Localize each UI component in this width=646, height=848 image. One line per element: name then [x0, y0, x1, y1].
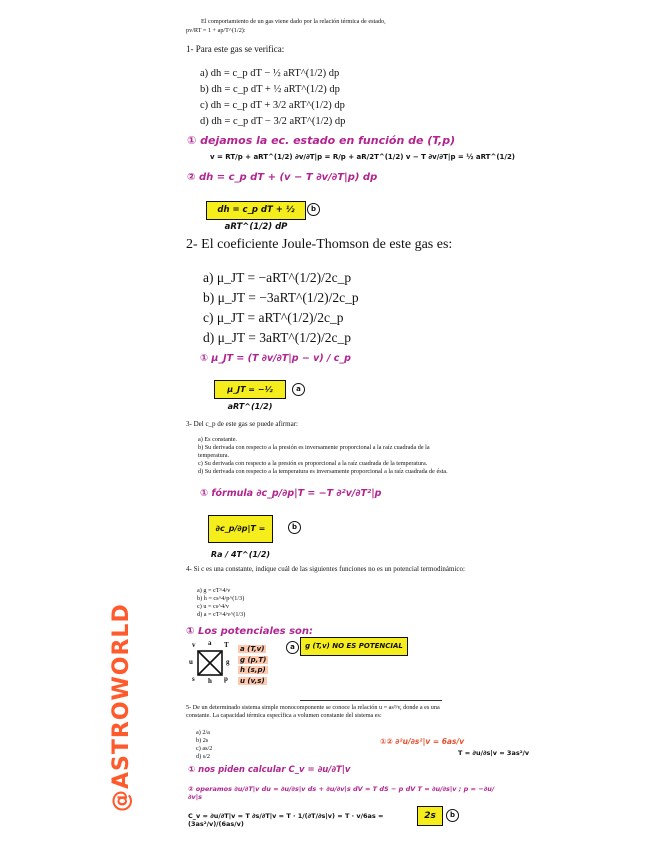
- q1-note-2: v = RT/p + aRT^(1/2) ∂v/∂T|p = R/p + aR/2T^(1/2) v − T ∂v/∂T|p = ½ aRT^(1/2): [210, 153, 516, 161]
- square-label-v: v: [192, 641, 196, 649]
- q5-option-a: a) 2/a: [196, 729, 210, 736]
- q5-side-2: T = ∂u/∂s|v = 3as²/v: [458, 749, 530, 757]
- square-label-a: a: [208, 639, 212, 647]
- q2-option-a: a) μ_JT = −aRT^(1/2)/2c_p: [203, 270, 352, 285]
- q2-answer-box: μ_JT = −½ aRT^(1/2): [214, 380, 286, 399]
- q3-option-c: c) Su derivada con respecto a la presión es proporcional a la raíz cuadrada de la temperatura.: [198, 460, 428, 467]
- separator-line: [300, 700, 442, 701]
- q3-note-1: ① fórmula ∂c_p/∂p|T = −T ∂²v/∂T²|p: [200, 488, 382, 499]
- q3-option-d: d) Su derivada con respecto a la temperatura es inversamente proporcional a la raíz cuadrada de ésta.: [198, 468, 448, 475]
- q1-option-b: b) dh = c_p dT + ½ aRT^(1/2) dp: [200, 84, 340, 95]
- q5-answer-letter: b: [446, 809, 459, 822]
- q2-option-b: b) μ_JT = −3aRT^(1/2)/2c_p: [203, 290, 359, 305]
- square-label-u: u: [189, 658, 193, 666]
- q5-title: 5- De un determinado sistema simple monocomponente se conoce la relación u = as³/v, donde a es una constante. La capacidad térmica específica a volumen constante del sistema es:: [186, 704, 440, 719]
- q4-option-a: a) g = cT^4/v: [197, 587, 231, 594]
- q5-final-derivation: C_v = ∂u/∂T|v = T ∂s/∂T|v = T · 1/(∂T/∂s|v) = T · v/6as = (3as²/v)/(6as/v): [188, 812, 384, 828]
- q1-option-d: d) dh = c_p dT − 3/2 aRT^(1/2) dp: [200, 116, 346, 127]
- q1-option-c: c) dh = c_p dT + 3/2 aRT^(1/2) dp: [200, 100, 345, 111]
- q5-option-c: c) as/2: [196, 745, 213, 752]
- potential-h: h (s,p): [240, 666, 266, 674]
- potential-u: u (v,s): [240, 676, 265, 685]
- q5-note-2: ② operamos ∂u/∂T|v du = ∂u/∂s|v ds + ∂u/∂v|s dV = T dS − p dV T = ∂u/∂s|v ; p = −∂u/∂v|s: [188, 785, 495, 801]
- q3-option-b: b) Su derivada con respecto a la presión es inversamente proporcional a la raíz cuadrada de la temperatura.: [198, 444, 430, 459]
- q2-option-c: c) μ_JT = aRT^(1/2)/2c_p: [203, 310, 344, 325]
- q5-side-1: ①② ∂²u/∂s²|v = 6as/v: [380, 737, 465, 746]
- q1-answer-box: dh = c_p dT + ½ aRT^(1/2) dP: [206, 201, 306, 220]
- potential-a: a (T,v): [240, 645, 265, 653]
- intro-line-2: pv/RT = 1 + ap/T^(1/2):: [186, 27, 246, 34]
- q2-option-d: d) μ_JT = 3aRT^(1/2)/2c_p: [203, 330, 351, 345]
- q3-option-a: a) Es constante.: [198, 436, 238, 443]
- q4-option-b: b) h = cs^4/p^(1/3): [197, 595, 245, 602]
- q1-title: 1- Para este gas se verifica:: [186, 44, 285, 54]
- q2-title: 2- El coeficiente Joule-Thomson de este gas es:: [186, 237, 453, 252]
- square-label-s: s: [192, 675, 195, 683]
- square-label-g: g: [226, 658, 230, 666]
- q1-answer-letter: b: [307, 203, 320, 216]
- q5-answer-box: 2s: [417, 806, 443, 826]
- q3-answer-box: ∂c_p/∂p|T = Ra / 4T^(1/2): [208, 515, 273, 543]
- q1-note-1: ① dejamos la ec. estado en función de (T,p): [187, 134, 456, 147]
- q2-note-1: ① μ_JT = (T ∂v/∂T|p − v) / c_p: [200, 353, 351, 364]
- q4-option-d: d) a = cT^4/v^(1/3): [197, 611, 246, 618]
- square-label-h: h: [208, 677, 212, 685]
- square-label-p: p: [224, 675, 228, 683]
- q5-option-d: d) s/2: [196, 753, 210, 760]
- q3-title: 3- Del c_p de este gas se puede afirmar:: [186, 420, 298, 428]
- square-label-T: T: [224, 641, 229, 649]
- q4-answer-box: g (T,v) NO ES POTENCIAL: [300, 637, 408, 656]
- q5-option-b: b) 2s: [196, 737, 209, 744]
- watermark-text: @ASTROWORLD: [109, 603, 134, 812]
- q4-answer-letter: a: [286, 641, 299, 654]
- q4-title: 4- Si c es una constante, indique cuál de las siguientes funciones no es un potencial termodinámico:: [186, 565, 465, 573]
- q3-answer-letter: b: [288, 521, 301, 534]
- q1-option-a: a) dh = c_p dT − ½ aRT^(1/2) dp: [200, 68, 340, 79]
- q2-answer-letter: a: [292, 383, 305, 396]
- thermodynamic-square: [189, 639, 233, 685]
- potentials-list: [238, 644, 268, 686]
- q5-note-1: ① nos piden calcular C_v = ∂u/∂T|v: [188, 765, 351, 775]
- intro-line-1: El comportamiento de un gas viene dado por la relación térmica de estado,: [201, 18, 386, 25]
- potential-g: g (p,T): [240, 655, 267, 664]
- q1-note-3: ② dh = c_p dT + (v − T ∂v/∂T|p) dp: [187, 172, 378, 183]
- q4-note-1: ① Los potenciales son:: [186, 626, 314, 637]
- q4-option-c: c) u = cs^4/v: [197, 603, 229, 610]
